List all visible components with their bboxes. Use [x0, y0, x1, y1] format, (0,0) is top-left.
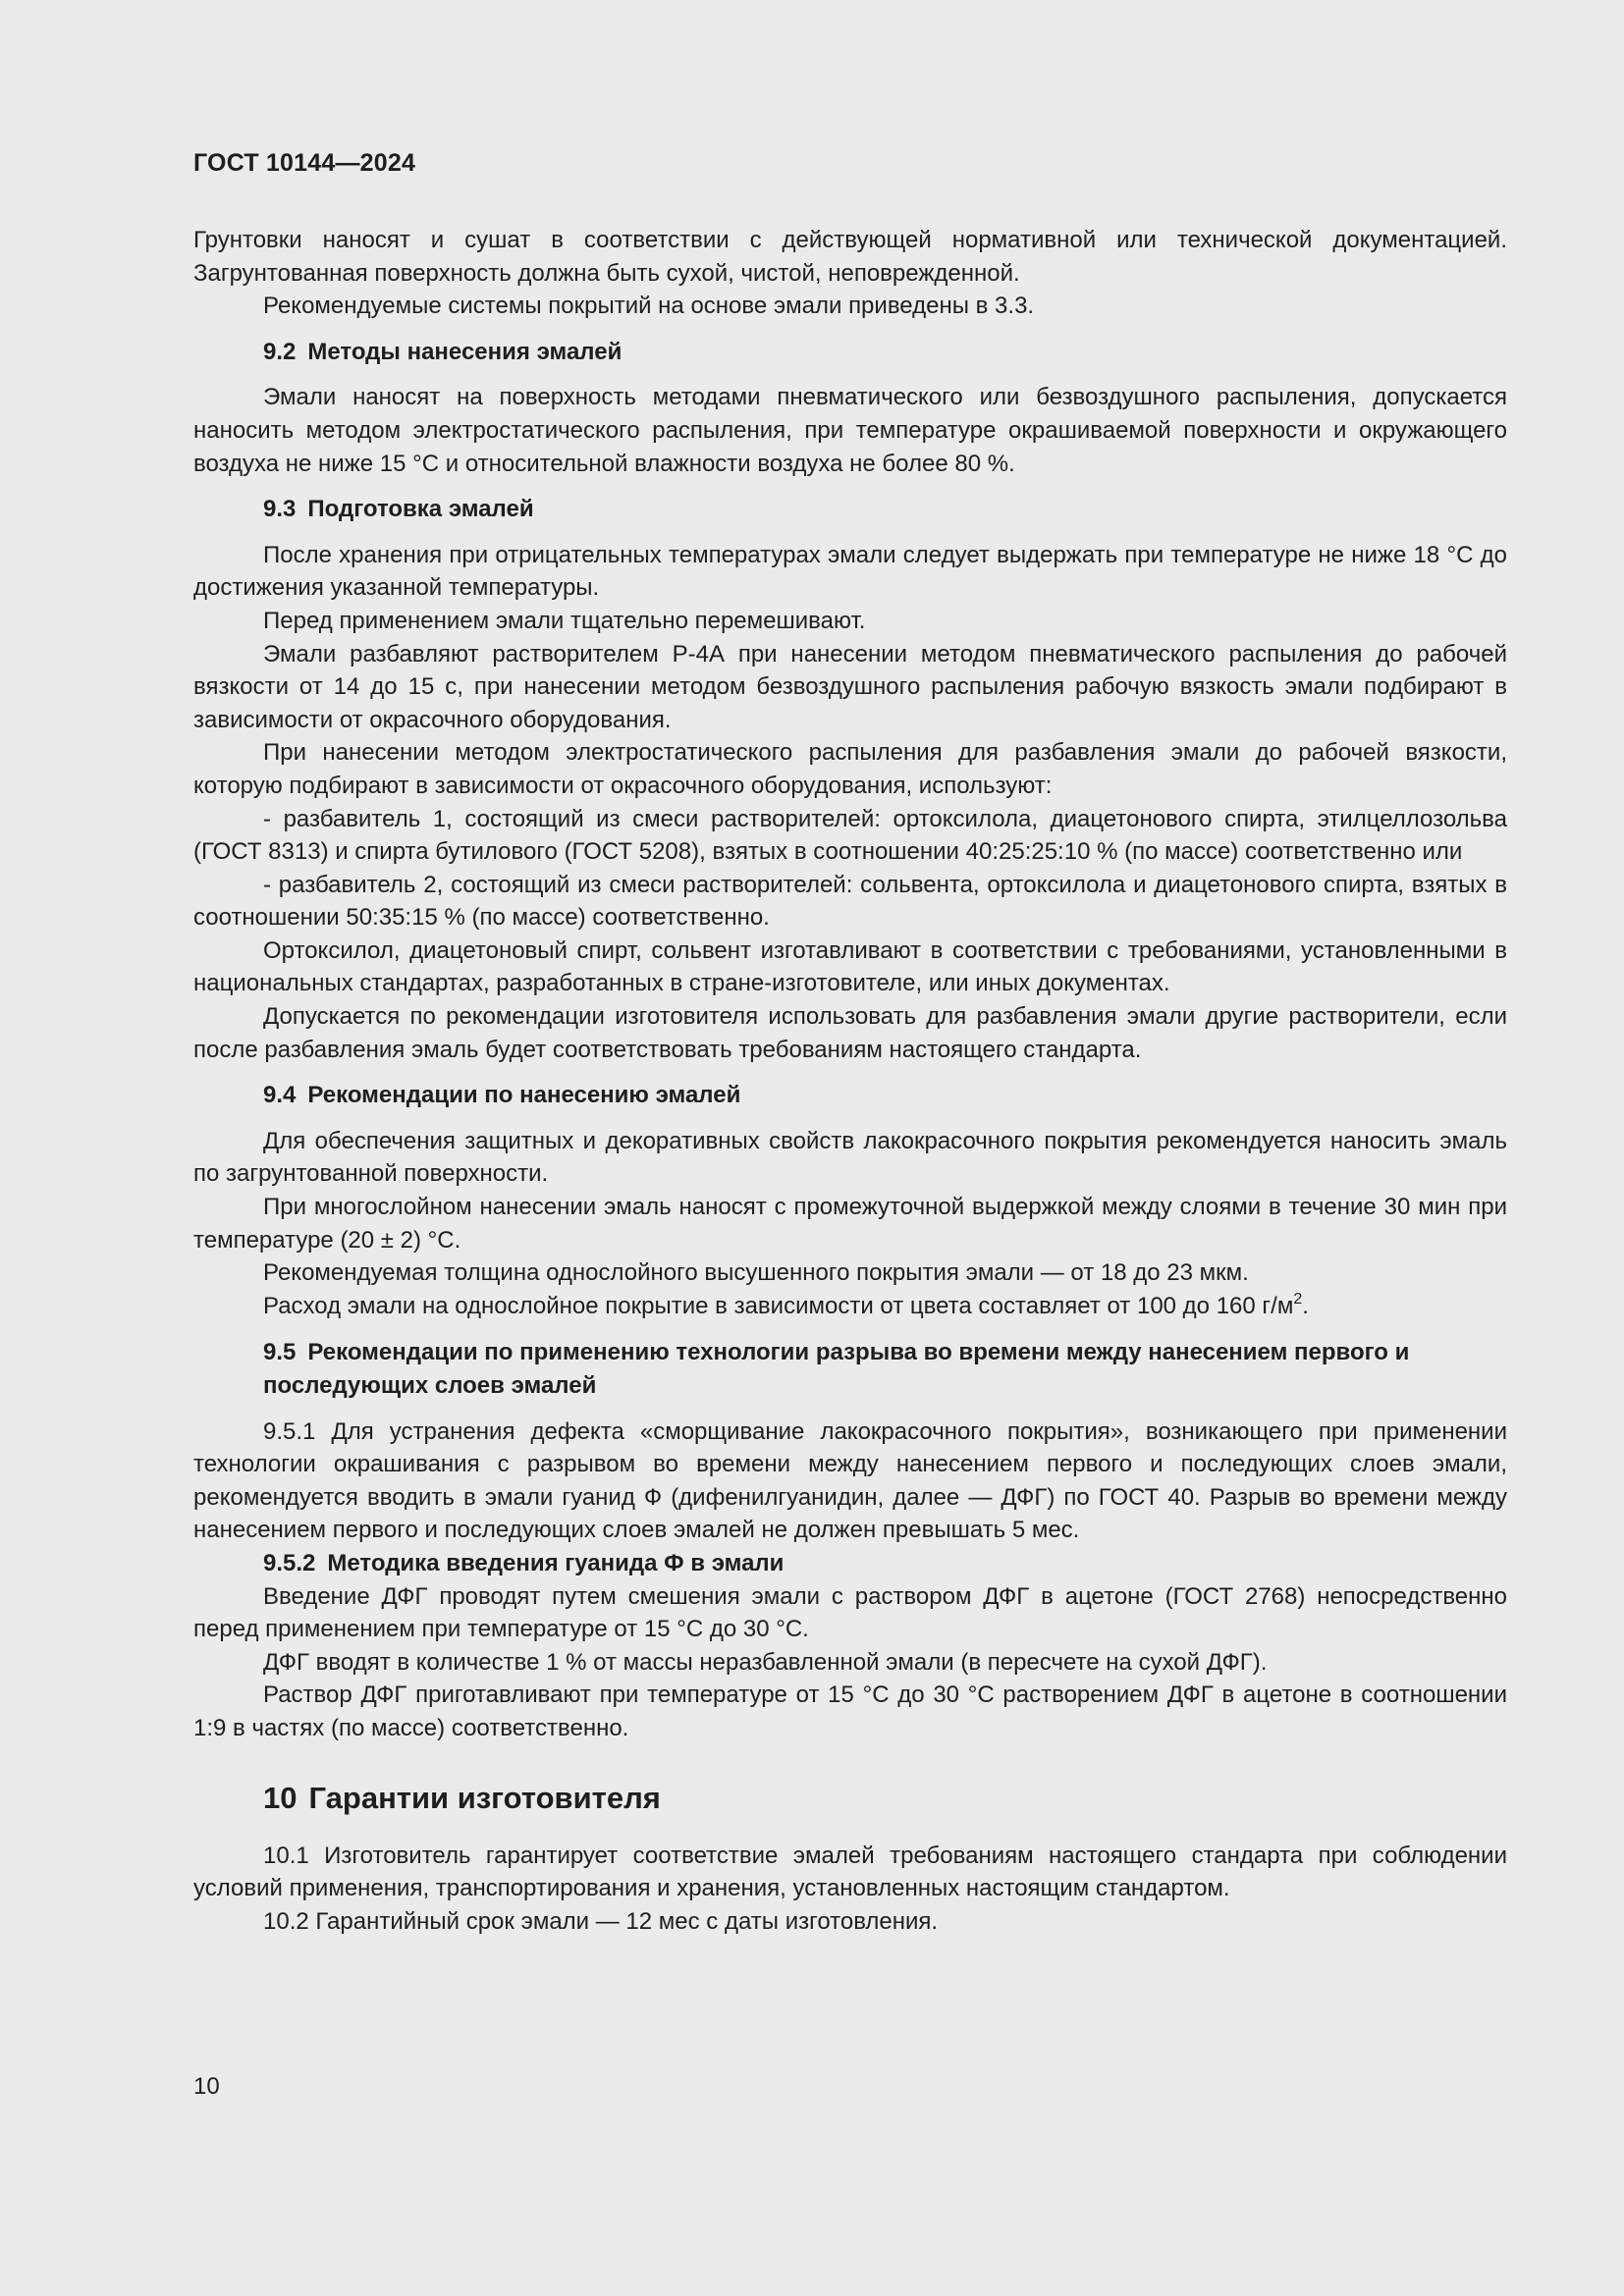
- paragraph-text: - разбавитель 1, состоящий из смеси растворителей: ортоксилола, диацетонового спирта, этилцеллозольва (ГОСТ 8313) и спирта бутилового (ГОСТ 5208), взятых в соотношении 40:25:25:10 % (по массе) соответственно или: [193, 805, 1507, 866]
- paragraph: [193, 1905, 1507, 1939]
- paragraph: [193, 224, 1507, 290]
- paragraph: [193, 1679, 1507, 1744]
- heading-text: Гарантии изготовителя: [308, 1780, 661, 1815]
- paragraph: [193, 1580, 1507, 1646]
- paragraph-text: Введение ДФГ проводят путем смешения эмали с раствором ДФГ в ацетоне (ГОСТ 2768) непосредственно перед применением при температуре от 15 °С до 30 °С.: [193, 1582, 1507, 1643]
- paragraph: [193, 290, 1507, 323]
- heading-text: Подготовка эмалей: [307, 496, 534, 523]
- paragraph-text: При нанесении методом электростатического распыления для разбавления эмали до рабочей вязкости, которую подбирают в зависимости от окрасочного оборудования, используют:: [193, 739, 1507, 799]
- paragraph-text: Допускается по рекомендации изготовителя использовать для разбавления эмали другие растворители, если после разбавления эмаль будет соответствовать требованиям настоящего стандарта.: [193, 1003, 1507, 1063]
- paragraph-text: При многослойном нанесении эмаль наносят с промежуточной выдержкой между слоями в течение 30 мин при температуре (20 ± 2) °С.: [193, 1194, 1507, 1254]
- heading-number: 9.5: [263, 1339, 297, 1366]
- paragraph-text: ДФГ вводят в количестве 1 % от массы неразбавленной эмали (в пересчете на сухой ДФГ).: [263, 1648, 1268, 1676]
- heading-number: 9.4: [263, 1082, 297, 1109]
- superscript: 2: [1293, 1290, 1303, 1308]
- paragraph-text: Эмали разбавляют растворителем Р-4А при нанесении методом пневматического распыления до рабочей вязкости от 14 до 15 с, при нанесении методом безвоздушного распыления рабочую вязкость эмали подбирают в зависимости от окрасочного оборудования.: [193, 640, 1507, 733]
- paragraph-text: Раствор ДФГ приготавливают при температуре от 15 °С до 30 °С растворением ДФГ в ацетоне в соотношении 1:9 в частях (по массе) соответственно.: [193, 1682, 1507, 1741]
- paragraph: [193, 1415, 1507, 1547]
- paragraph-text: 10.2 Гарантийный срок эмали — 12 мес с даты изготовления.: [263, 1907, 939, 1935]
- paragraph-text: Ортоксилол, диацетоновый спирт, сольвент изготавливают в соответствии с требованиями, установленными в национальных стандартах, разработанных в стране-изготовителе, или иных документах.: [193, 936, 1507, 997]
- paragraph: [193, 934, 1507, 1000]
- paragraph: [193, 803, 1507, 869]
- document-page: [193, 0, 1507, 2296]
- paragraph-text: - разбавитель 2, состоящий из смеси растворителей: сольвента, ортоксилола и диацетонового спирта, взятых в соотношении 50:35:15 % (по массе) соответственно.: [193, 871, 1507, 932]
- paragraph-text: Эмали наносят на поверхность методами пневматического или безвоздушного распыления, допускается наносить методом электростатического распыления, при температуре окрашиваемой поверхности и окружающего воздуха не ниже 15 °С и относительной влажности воздуха не более 80 %.: [193, 384, 1507, 477]
- heading-text: Методы нанесения эмалей: [307, 338, 623, 365]
- paragraph-text: 10.1 Изготовитель гарантирует соответствие эмалей требованиям настоящего стандарта при соблюдении условий применения, транспортирования и хранения, установленных настоящим стандартом.: [193, 1842, 1507, 1902]
- paragraph-tail: .: [1302, 1292, 1309, 1319]
- heading-text: Рекомендации по нанесению эмалей: [307, 1082, 741, 1109]
- paragraph-text: Рекомендуемая толщина однослойного высушенного покрытия эмали — от 18 до 23 мкм.: [263, 1259, 1249, 1287]
- paragraph: [193, 1840, 1507, 1905]
- paragraph-text: 9.5.1 Для устранения дефекта «сморщивание лакокрасочного покрытия», возникающего при применении технологии окрашивания с разрывом во времени между нанесением первого и последующих слоев эмали, рекомендуется вводить в эмали гуанид Ф (дифенилгуанидин, далее — ДФГ) по ГОСТ 40. Разрыв во времени между нанесением первого и последующих слоев эмалей не должен превышать 5 мес.: [193, 1417, 1507, 1544]
- subsection-heading: [263, 493, 1507, 526]
- paragraph: [193, 1646, 1507, 1680]
- paragraph-text: Расход эмали на однослойное покрытие в зависимости от цвета составляет от 100 до 160 г/м: [263, 1292, 1294, 1319]
- heading-number: 9.5.2: [263, 1549, 316, 1576]
- heading-number: 9.3: [263, 496, 297, 523]
- document-body: [193, 224, 1507, 1938]
- paragraph: [193, 1125, 1507, 1191]
- heading-text: Методика введения гуанида Ф в эмали: [327, 1549, 785, 1576]
- paragraph: [193, 1191, 1507, 1256]
- subsection-heading: [263, 336, 1507, 369]
- paragraph: [193, 869, 1507, 934]
- heading-number: 9.2: [263, 338, 297, 365]
- heading-number: 10: [263, 1780, 298, 1815]
- section-heading: [263, 1779, 1507, 1818]
- paragraph: [193, 539, 1507, 605]
- paragraph: [193, 605, 1507, 638]
- subsection-heading: [263, 1336, 1507, 1402]
- subsection-heading: [263, 1547, 1507, 1580]
- paragraph-text: После хранения при отрицательных температурах эмали следует выдержать при температуре не ниже 18 °С до достижения указанной температуры.: [193, 541, 1507, 602]
- paragraph-text: Перед применением эмали тщательно перемешивают.: [263, 607, 866, 634]
- paragraph-text: Грунтовки наносят и сушат в соответствии с действующей нормативной или технической документацией. Загрунтованная поверхность должна быть сухой, чистой, неповрежденной.: [193, 227, 1507, 287]
- paragraph-text: Для обеспечения защитных и декоративных свойств лакокрасочного покрытия рекомендуется наносить эмаль по загрунтованной поверхности.: [193, 1127, 1507, 1188]
- paragraph: [193, 638, 1507, 737]
- document-header: ГОСТ 10144—2024: [193, 149, 416, 177]
- paragraph: [193, 1000, 1507, 1066]
- paragraph: [193, 1290, 1507, 1323]
- paragraph: [193, 1256, 1507, 1290]
- paragraph-text: Рекомендуемые системы покрытий на основе эмали приведены в 3.3.: [263, 293, 1035, 320]
- paragraph: [193, 736, 1507, 802]
- heading-text: Рекомендации по применению технологии разрыва во времени между нанесением первого и последующих слоев эмалей: [263, 1339, 1410, 1399]
- subsection-heading: [263, 1079, 1507, 1112]
- page-number: 10: [193, 2073, 220, 2100]
- paragraph: [193, 381, 1507, 480]
